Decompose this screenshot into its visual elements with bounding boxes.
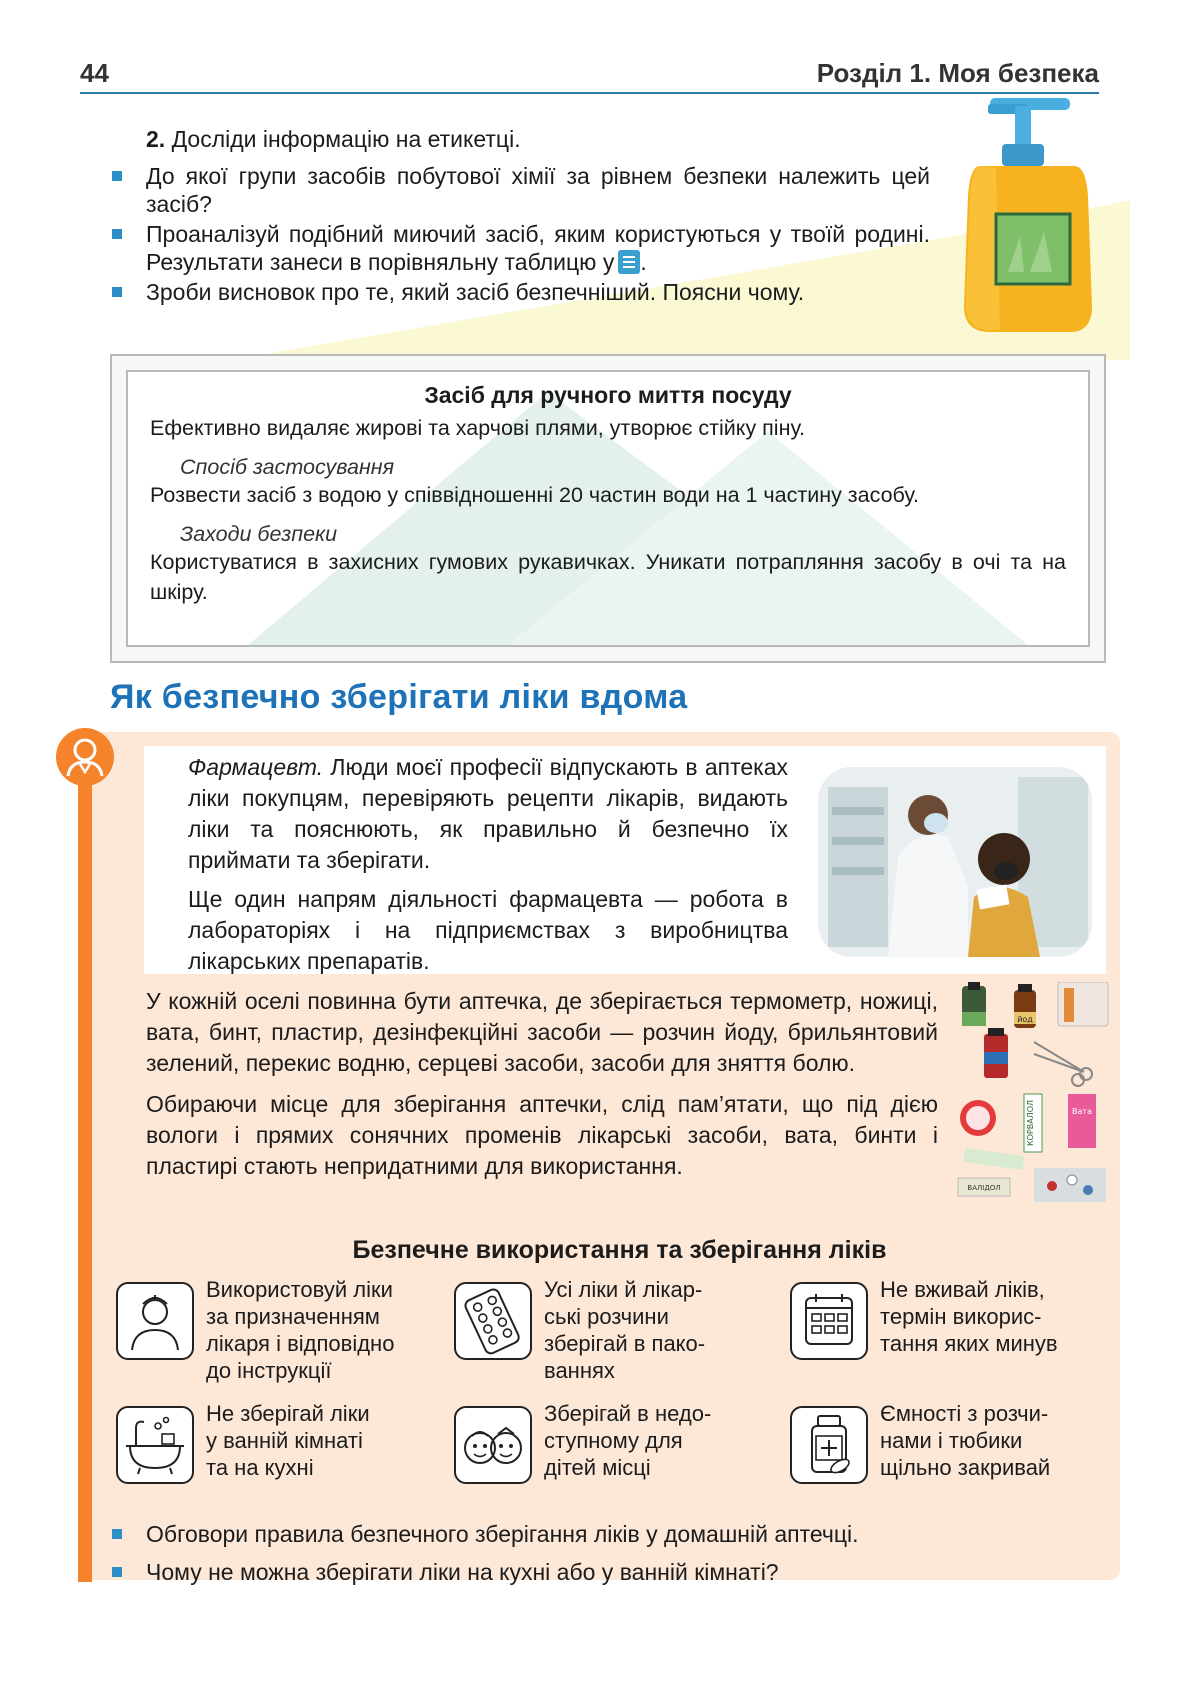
bathtub-icon [116,1406,194,1484]
usage-heading: Спосіб застосування [180,455,395,479]
section-heading: Як безпечно зберігати ліки вдома [110,678,688,716]
discussion-bullet [108,1558,1108,1586]
header-rule [80,92,1099,94]
pharmacist-text [188,752,788,985]
doctor-icon [116,1282,194,1360]
discussion-bullet-text: Обговори правила безпечного зберігання ліків у домашній аптечці. [146,1521,859,1547]
pharmacist-role: Фармацевт. [188,754,324,780]
rule-line: зберігай в пако- [544,1331,706,1356]
rule-line: Не вживай ліків, [880,1277,1045,1302]
children-icon [454,1406,532,1484]
rule-line: щільно закривай [880,1455,1051,1480]
task-bullet-text: Зроби висновок про те, який засіб безпечніший. Поясни чому. [146,279,805,305]
task-title-text: Досліди інформацію на етикетці. [165,126,521,152]
rule-line: ські розчини [544,1304,669,1329]
orange-side-bar [78,762,92,1582]
workbook-icon [618,250,640,274]
rule-text [206,1276,446,1384]
pills-blister-icon [454,1282,532,1360]
safety-heading: Заходи безпеки [180,522,338,546]
first-aid-kit-text [146,986,938,1192]
korvalol-label: КОРВАЛОЛ [1026,1099,1035,1147]
rule-text [544,1400,784,1481]
label-description: Ефективно видаляє жирові та харчові плями, утворює стійку піну. [150,416,806,440]
rule-line: Зберігай в недо- [544,1401,712,1426]
section-title: Розділ 1. Моя безпека [816,58,1099,88]
rule-line: тання яких минув [880,1331,1058,1356]
rule-item [790,1277,1110,1392]
task-bullet-text: Проаналізуй подібний миючий засіб, яким користуються у твоїй родині. Результати занеси в порівняльну таблицю у [146,221,930,275]
pharmacist-p1: Люди моєї професії відпускають в аптеках ліки покупцям, перевіряють рецепти лікарів, видають ліки та пояснюють, як правильно й безпечно їх приймати та зберігати. [188,754,788,873]
rule-line: за призначенням [206,1304,380,1329]
task-number: 2. [146,126,166,152]
rule-line: у ванній кімнаті [206,1428,363,1453]
rule-text [544,1276,784,1384]
label-title: Засіб для ручного миття посуду [424,382,792,408]
bullet-square-icon [112,287,122,297]
rule-line: ваннях [544,1358,615,1383]
usage-text: Розвести засіб з водою у співвідношенні 20 частин води на 1 частину засобу. [150,483,919,507]
page-number: 44 [80,58,109,88]
rule-line: Ємності з розчи- [880,1401,1049,1426]
task-bullet [108,278,930,306]
rule-item [116,1401,436,1516]
bullet-square-icon [112,1529,122,1539]
rule-line: та на кухні [206,1455,314,1480]
task-bullet [108,162,930,218]
rule-line: Усі ліки й лікар- [544,1277,703,1302]
cotton-label: Вата [1072,1107,1092,1116]
discussion-bullet-text: Чому не можна зберігати ліки на кухні або у ванній кімнаті? [146,1559,779,1585]
rule-line: Використовуй ліки [206,1277,393,1302]
safety-text: Користуватися в захисних гумових рукавичках. Уникати потрапляння засобу в очі та на шкіру. [150,550,1066,604]
profession-person-icon [56,728,114,786]
soap-bottle-image [960,96,1095,336]
rule-line: лікаря і відповідно [206,1331,395,1356]
rule-line: ступному для [544,1428,683,1453]
rule-line: термін викорис- [880,1304,1042,1329]
rule-item [790,1401,1110,1516]
bullet-square-icon [112,171,122,181]
task-bullet-end: . [640,249,647,275]
bullet-square-icon [112,229,122,239]
calendar-icon [790,1282,868,1360]
medicine-bottle-icon [790,1406,868,1484]
rules-title: Безпечне використання та зберігання ліків [352,1236,887,1264]
task-title [146,126,521,153]
rule-line: до інструкції [206,1358,332,1383]
product-label [110,354,1106,663]
task-bullet [108,220,930,276]
rule-text [880,1276,1120,1357]
bullet-square-icon [112,1567,122,1577]
rule-text [206,1400,446,1481]
rule-line: дітей місці [544,1455,651,1480]
pharmacist-p2: Ще один напрям діяльності фармацевта — робота в лабораторіях і на підприємствах з виробництва лікарських препаратів. [188,886,788,974]
task-bullet-text: До якої групи засобів побутової хімії за рівнем безпеки належить цей засіб? [146,163,930,217]
rule-line: нами і тюбики [880,1428,1023,1453]
task-bullets [108,162,930,308]
rule-line: Не зберігай ліки [206,1401,370,1426]
pharmacist-photo [818,767,1092,957]
iodine-label: йод [1017,1015,1033,1024]
kit-p2: Обираючи місце для зберігання аптечки, слід пам’ятати, що під дією вологи і прямих сонячних променів лікарські засоби, вата, бинти і пластирі стають непридатними для використання. [146,1091,938,1179]
rule-text [880,1400,1120,1481]
kit-p1: У кожній оселі повинна бути аптечка, де зберігається термометр, ножиці, вата, бинт, пластир, дезінфекційні засоби — розчин йоду, брильянтовий зелений, перекис водню, серцеві засоби, засоби для зняття болю. [146,988,938,1076]
product-label-inner [126,370,1090,647]
rule-item [454,1401,774,1516]
validol-label: ВАЛІДОЛ [967,1184,1001,1192]
discussion-bullet [108,1520,1108,1548]
rule-item [454,1277,774,1392]
first-aid-kit-image [954,982,1114,1208]
rule-item [116,1277,436,1392]
discussion-bullets [108,1520,1108,1596]
